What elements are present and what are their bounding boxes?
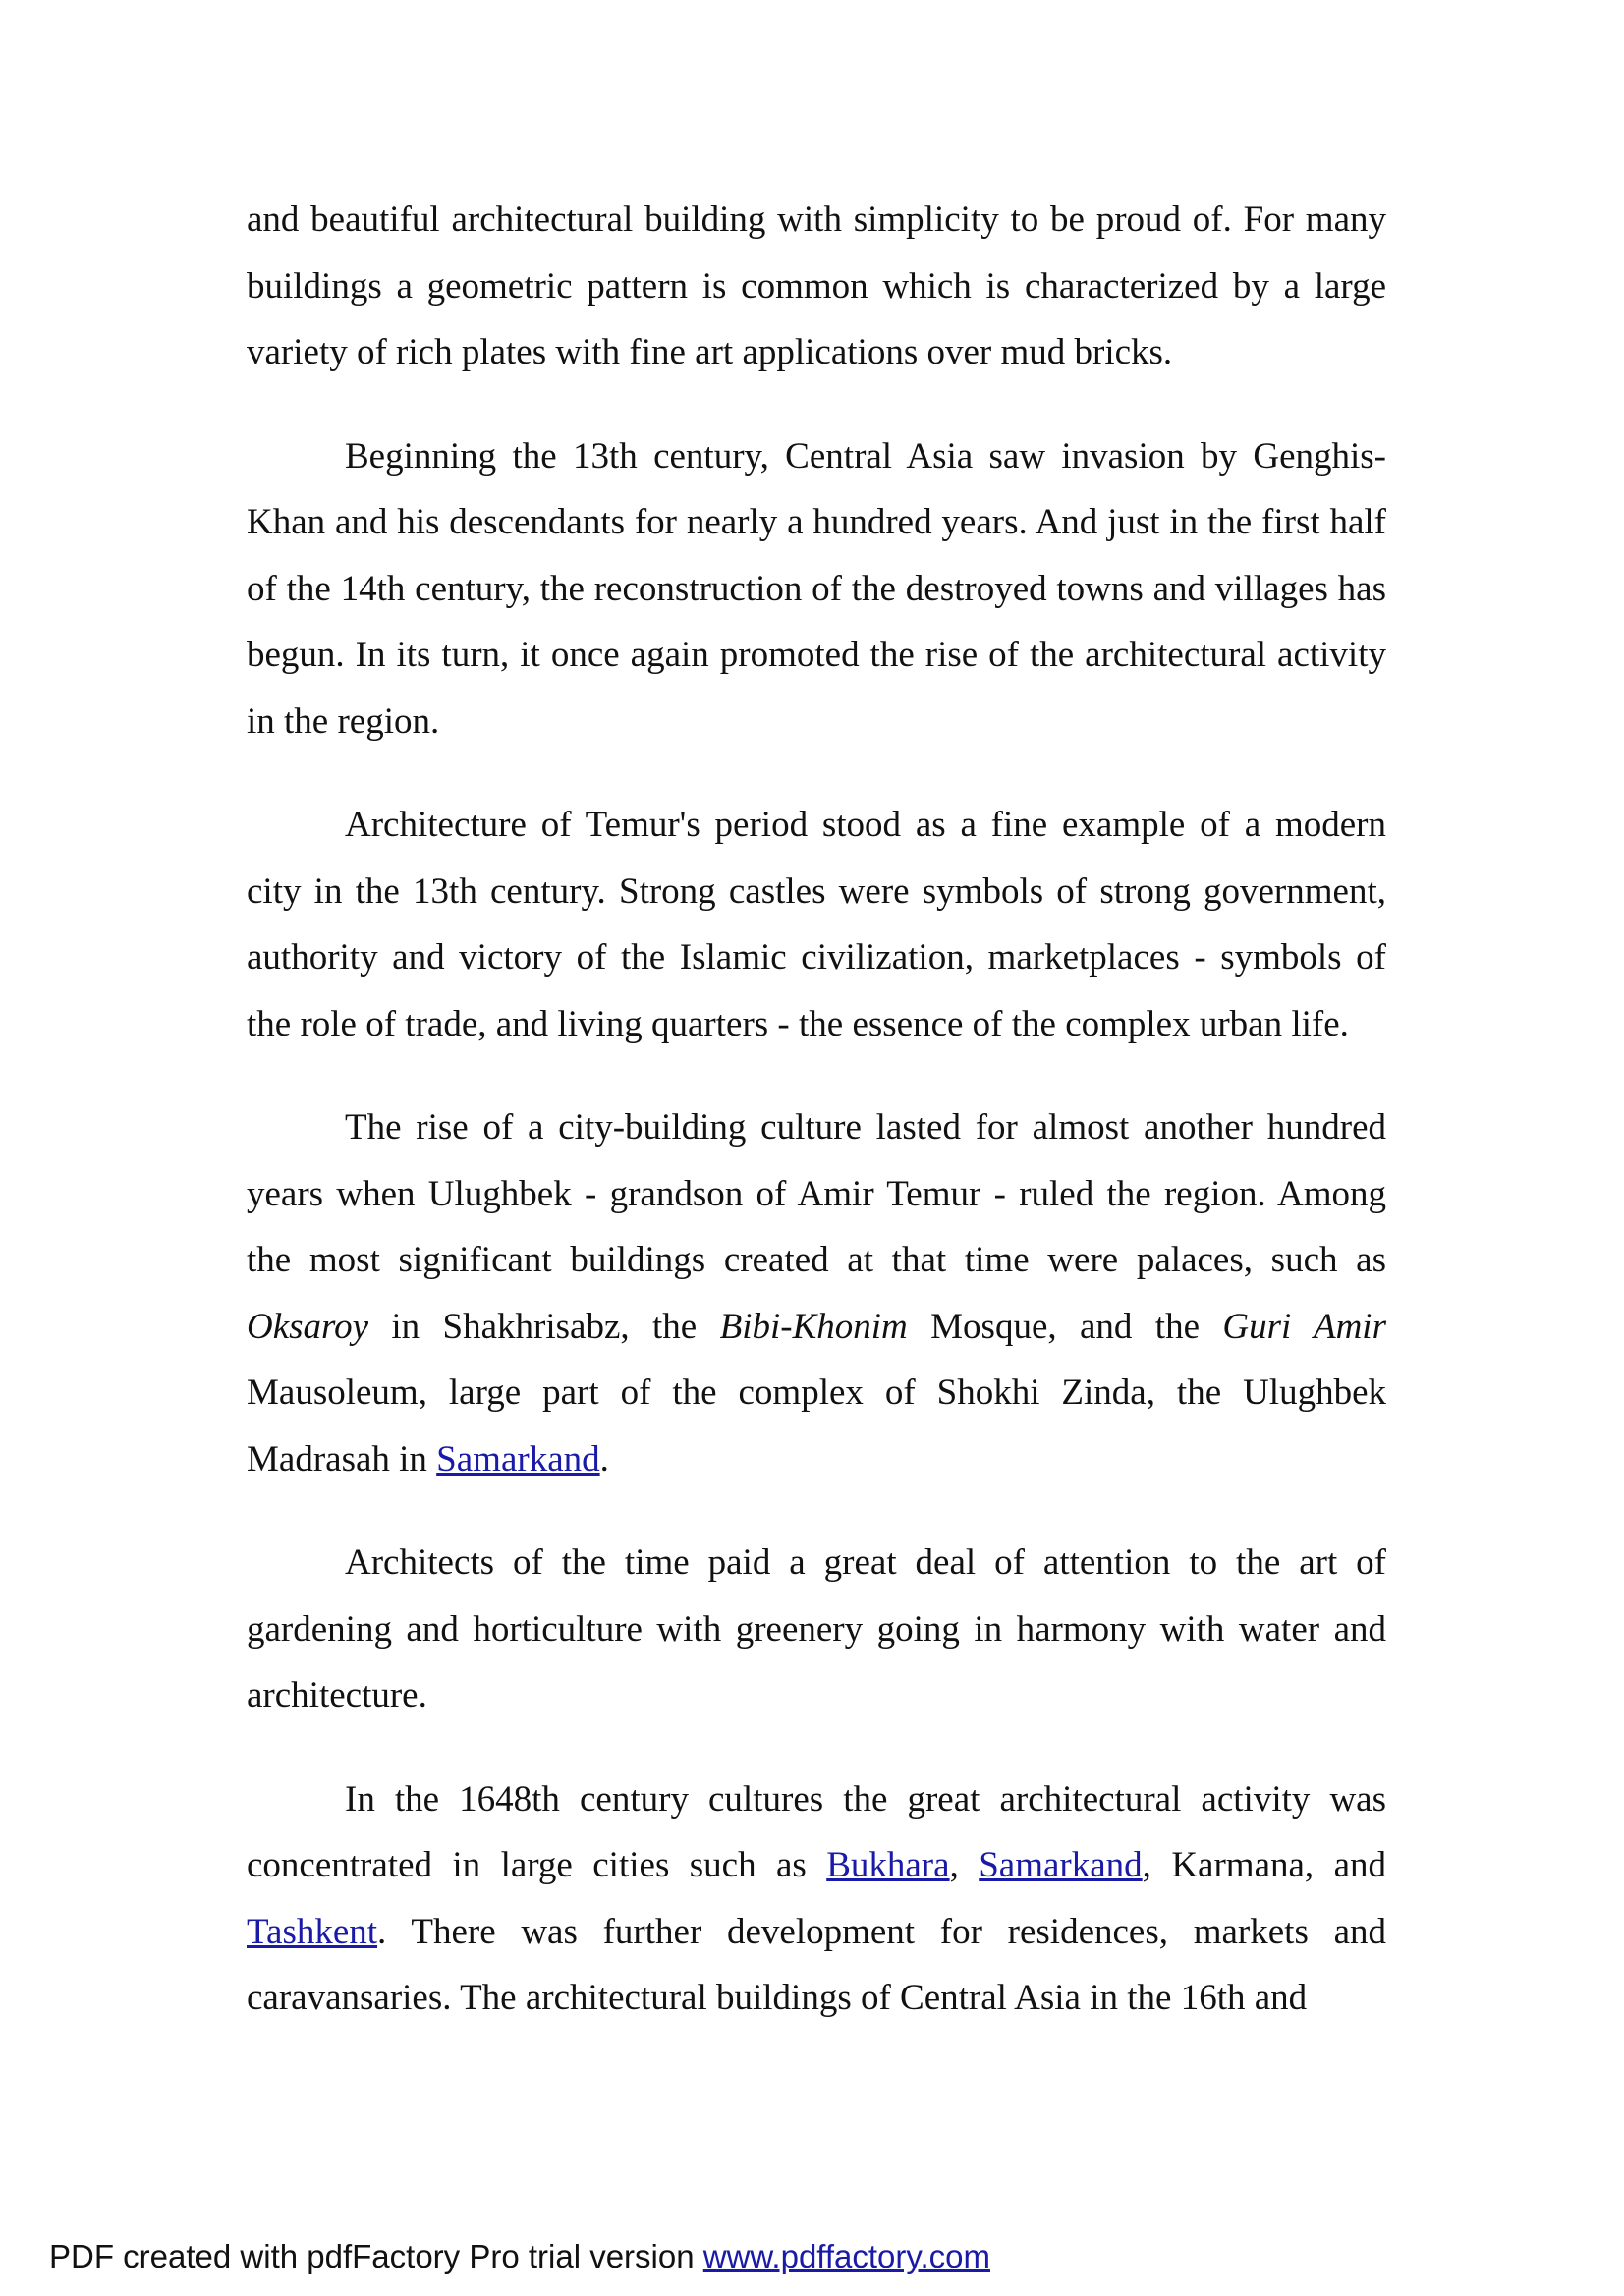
italic-bibi-khonim: Bibi-Khonim: [719, 1306, 908, 1347]
text-span: . There was further development for residences, markets and caravansaries. The architectural buildings of Central Asia in the 16th and: [247, 1911, 1386, 2018]
footer-text: PDF created with pdfFactory Pro trial version: [49, 2238, 703, 2274]
link-samarkand[interactable]: Samarkand: [436, 1438, 600, 1480]
text-span: In the 1648th century cultures the great architectural activity was concentrated in large cities such as: [247, 1778, 1386, 1885]
text-span: .: [599, 1438, 609, 1480]
link-bukhara[interactable]: Bukhara: [826, 1845, 950, 1885]
text-span: Mosque, and the: [907, 1306, 1223, 1347]
link-tashkent[interactable]: Tashkent: [247, 1911, 378, 1952]
paragraph-genghis-khan: Beginning the 13th century, Central Asia saw invasion by Genghis-Khan and his descendants for nearly a hundred years. And just in the first half of the 14th century, the reconstruction of the destroyed towns and villages has begun. In its turn, it once again promoted the rise of the architectural activity in the region.: [247, 435, 1386, 742]
pdf-footer: [49, 2238, 990, 2275]
text-span: ,: [949, 1845, 980, 1885]
text-span: in Shakhrisabz, the: [368, 1306, 720, 1347]
paragraph-cities: [247, 1766, 1386, 2032]
paragraph-ulughbek: [247, 1094, 1386, 1492]
text-span: Mausoleum, large part of the complex of Shokhi Zinda, the Ulughbek Madrasah in: [247, 1372, 1386, 1480]
italic-guri-amir: Guri Amir: [1222, 1306, 1386, 1347]
footer-link-pdffactory[interactable]: www.pdffactory.com: [702, 2238, 990, 2274]
link-samarkand[interactable]: Samarkand: [979, 1845, 1143, 1885]
paragraph-gardening: Architects of the time paid a great deal of attention to the art of gardening and horticulture with greenery going in harmony with water and architecture.: [247, 1542, 1386, 1715]
paragraph-temur-period: Architecture of Temur's period stood as a fine example of a modern city in the 13th century. Strong castles were symbols of strong government, authority and victory of the Islamic civilization, marketplaces - symbols of the role of trade, and living quarters - the essence of the complex urban life.: [247, 805, 1386, 1044]
paragraph-architecture-intro: and beautiful architectural building with simplicity to be proud of. For many buildings a geometric pattern is common which is characterized by a large variety of rich plates with fine art applications over mud bricks.: [247, 199, 1386, 372]
document-body: [247, 187, 1386, 2032]
text-span: , Karmana, and: [1142, 1845, 1386, 1885]
text-span: The rise of a city-building culture lasted for almost another hundred years when Ulughbek - grandson of Amir Temur - ruled the region. Among the most significant buildings created at that time were palaces, such as: [247, 1107, 1386, 1280]
italic-oksaroy: Oksaroy: [247, 1306, 368, 1347]
